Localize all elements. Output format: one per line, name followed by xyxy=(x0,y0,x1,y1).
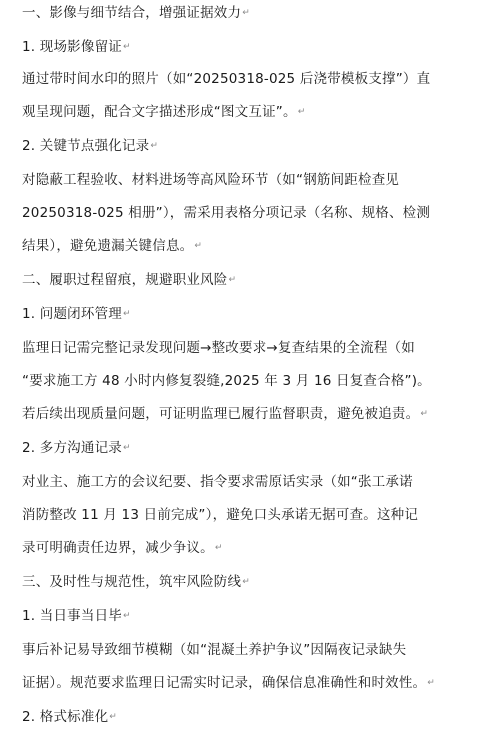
line-text: 1. 问题闭环管理 xyxy=(22,306,122,322)
line-text: 一、影像与细节结合，增强证据效力 xyxy=(22,5,242,21)
body-line xyxy=(22,640,406,660)
subheading xyxy=(22,304,131,324)
body-line xyxy=(22,102,305,122)
section-heading xyxy=(22,3,250,23)
body-line xyxy=(22,170,399,190)
line-text: 消防整改 11 月 13 日前完成”），避免口头承诺无据可查。这种记 xyxy=(22,507,419,523)
body-line xyxy=(22,404,428,424)
paragraph-mark-icon: ↵ xyxy=(109,712,118,722)
body-line xyxy=(22,538,223,558)
line-text: 若后续出现质量问题，可证明监理已履行监督职责，避免被追责。 xyxy=(22,406,420,422)
section-heading xyxy=(22,572,250,592)
line-text: 2. 关键节点强化记录 xyxy=(22,138,150,154)
line-text: 证据）。规范要求监理日记需实时记录，确保信息准确性和时效性。 xyxy=(22,675,427,691)
line-text: 通过带时间水印的照片（如“20250318-025 后浇带模板支撑”）直 xyxy=(22,71,431,87)
line-text: 事后补记易导致细节模糊（如“混凝土养护争议”因隔夜记录缺失 xyxy=(22,642,407,658)
subheading xyxy=(22,606,131,626)
line-text: 对隐蔽工程验收、材料进场等高风险环节（如“钢筋间距检查见 xyxy=(22,172,400,188)
paragraph-mark-icon: ↵ xyxy=(122,443,131,453)
line-text: 2. 多方沟通记录 xyxy=(22,440,122,456)
line-text: 对业主、施工方的会议纪要、指令要求需原话实录（如“张工承诺 xyxy=(22,474,413,490)
body-line xyxy=(22,505,418,525)
body-line xyxy=(22,203,430,223)
line-text: 三、及时性与规范性，筑牢风险防线 xyxy=(22,574,242,590)
line-text: 二、履职过程留痕，规避职业风险 xyxy=(22,272,228,288)
section-heading xyxy=(22,270,236,290)
paragraph-mark-icon: ↵ xyxy=(420,409,429,419)
body-line xyxy=(22,371,431,391)
paragraph-mark-icon: ↵ xyxy=(194,241,203,251)
line-text: 录可明确责任边界，减少争议。 xyxy=(22,540,214,556)
subheading xyxy=(22,707,117,727)
paragraph-mark-icon: ↵ xyxy=(427,678,435,688)
line-text: 2. 格式标准化 xyxy=(22,709,109,725)
line-text: 结果），避免遗漏关键信息。 xyxy=(22,238,194,254)
paragraph-mark-icon: ↵ xyxy=(214,543,223,553)
paragraph-mark-icon: ↵ xyxy=(297,107,306,117)
paragraph-mark-icon: ↵ xyxy=(242,577,250,587)
paragraph-mark-icon: ↵ xyxy=(150,141,159,151)
paragraph-mark-icon: ↵ xyxy=(122,309,131,319)
line-text: “要求施工方 48 小时内修复裂缝,2025 年 3 月 16 日复查合格”)。 xyxy=(22,373,431,389)
paragraph-mark-icon: ↵ xyxy=(228,275,237,285)
body-line xyxy=(22,673,435,693)
body-line xyxy=(22,338,415,358)
paragraph-mark-icon: ↵ xyxy=(122,42,131,52)
line-text: 1. 现场影像留证 xyxy=(22,39,122,55)
body-line xyxy=(22,69,430,89)
body-line xyxy=(22,472,413,492)
line-text: 1. 当日事当日毕 xyxy=(22,608,122,624)
subheading xyxy=(22,37,131,57)
line-text: 20250318-025 相册”），需采用表格分项记录（名称、规格、检测 xyxy=(22,205,431,221)
subheading xyxy=(22,438,131,458)
paragraph-mark-icon: ↵ xyxy=(122,611,131,621)
line-text: 监理日记需完整记录发现问题→整改要求→复查结果的全流程（如 xyxy=(22,340,415,356)
line-text: 观呈现问题，配合文字描述形成“图文互证”。 xyxy=(22,104,297,120)
body-line xyxy=(22,236,202,256)
subheading xyxy=(22,136,158,156)
paragraph-mark-icon: ↵ xyxy=(242,8,250,18)
